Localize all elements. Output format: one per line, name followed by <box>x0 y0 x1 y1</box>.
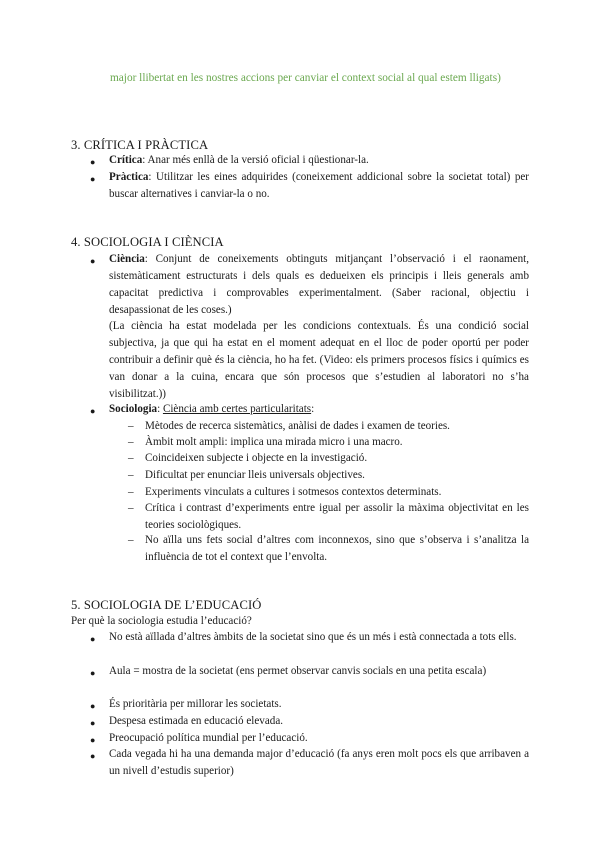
dash: – <box>128 486 134 498</box>
s5-item: Cada vegada hi ha una demanda major d’educació (fa anys eren molt pocs els que arribaven a un nivell d’estudis superior) <box>109 748 529 777</box>
separator: : <box>157 403 163 415</box>
s3-item-practica <box>109 169 529 203</box>
s4-item-ciencia <box>109 251 529 319</box>
sociologia-underlined: Ciència amb certes particularitats <box>162 403 312 415</box>
term: Ciència <box>109 253 145 265</box>
section-3-title: 3. CRÍTICA I PRÀCTICA <box>71 138 209 152</box>
term: Pràctica <box>109 171 149 183</box>
bullet: ● <box>90 157 96 167</box>
bullet: ● <box>90 406 96 416</box>
dash: – <box>128 469 134 481</box>
definition: : Conjunt de coneixements obtinguts mitjançant l’observació i el raonament, sistemàticament estructurats i dels quals es dedueixen els principis i lleis generals amb capacitat predictiva i comprovables experimentalment. (Saber racional, objectiu i desapassionat de les coses.) <box>109 253 529 316</box>
dash: – <box>128 534 134 546</box>
s4-subitem: Coincideixen subjecte i objecte en la investigació. <box>145 452 368 464</box>
dash: – <box>128 452 134 464</box>
s4-subitem: Mètodes de recerca sistemàtics, anàlisi de dades i examen de teories. <box>145 420 450 432</box>
definition: : Utilitzar les eines adquirides (coneixement addicional sobre la societat total) per buscar alternatives i canviar-la o no. <box>109 171 529 200</box>
colon: : <box>311 403 315 415</box>
s4-subitem: Àmbit molt ampli: implica una mirada micro i una macro. <box>145 436 403 448</box>
term: Crítica <box>109 154 143 166</box>
s3-item-critica <box>109 152 529 169</box>
section-4-title: 4. SOCIOLOGIA I CIÈNCIA <box>71 235 224 249</box>
dash: – <box>128 436 134 448</box>
intro-text: major llibertat en les nostres accions per canviar el context social al qual estem lligats) <box>110 72 501 84</box>
bullet: ● <box>90 174 96 184</box>
bullet: ● <box>90 634 96 644</box>
s5-item: Preocupació política mundial per l’educació. <box>109 732 308 744</box>
bullet: ● <box>90 718 96 728</box>
s4-subitem: Dificultat per enunciar lleis universals objectives. <box>145 469 365 481</box>
bullet: ● <box>90 701 96 711</box>
definition: : Anar més enllà de la versió oficial i qüestionar-la. <box>142 154 369 166</box>
bullet: ● <box>90 668 96 678</box>
s4-subitem: Experiments vinculats a cultures i sotmesos contextos determinats. <box>145 486 442 498</box>
s4-subitem: No aïlla uns fets social d’altres com inconnexos, sino que s’observa i s’analitza la influència de tot el context que l’envolta. <box>145 534 529 563</box>
s5-item: Despesa estimada en educació elevada. <box>109 715 284 727</box>
s5-item: És prioritària per millorar les societats. <box>109 698 282 710</box>
dash: – <box>128 420 134 432</box>
dash: – <box>128 502 134 514</box>
s5-item: No està aïllada d’altres àmbits de la societat sino que és un més i està connectada a tots ells. <box>109 631 517 643</box>
s4-item-sociologia <box>109 401 529 418</box>
bullet: ● <box>90 735 96 745</box>
bullet: ● <box>90 256 96 266</box>
s4-ciencia-note: (La ciència ha estat modelada per les condicions contextuals. És una condició social subjectiva, ja que qui ha estat en el moment adequat en el lloc de poder oportú per poder contribuir a definir què és la ciència, ho ha fet. (Video: els primers procesos físics i químics es van donar a la cuina, encara que són procesos que s’estudien al laboratori no s’ha visibilitzat.)) <box>109 320 529 400</box>
s5-question: Per què la sociologia estudia l’educació? <box>71 615 252 627</box>
term: Sociologia <box>109 403 158 415</box>
section-5-title: 5. SOCIOLOGIA DE L’EDUCACIÓ <box>71 598 262 612</box>
s4-subitem: Crítica i contrast d’experiments entre igual per assolir la màxima objectivitat en les teories sociològiques. <box>145 502 529 531</box>
bullet: ● <box>90 751 96 761</box>
s5-item: Aula = mostra de la societat (ens permet observar canvis socials en una petita escala) <box>109 665 487 677</box>
